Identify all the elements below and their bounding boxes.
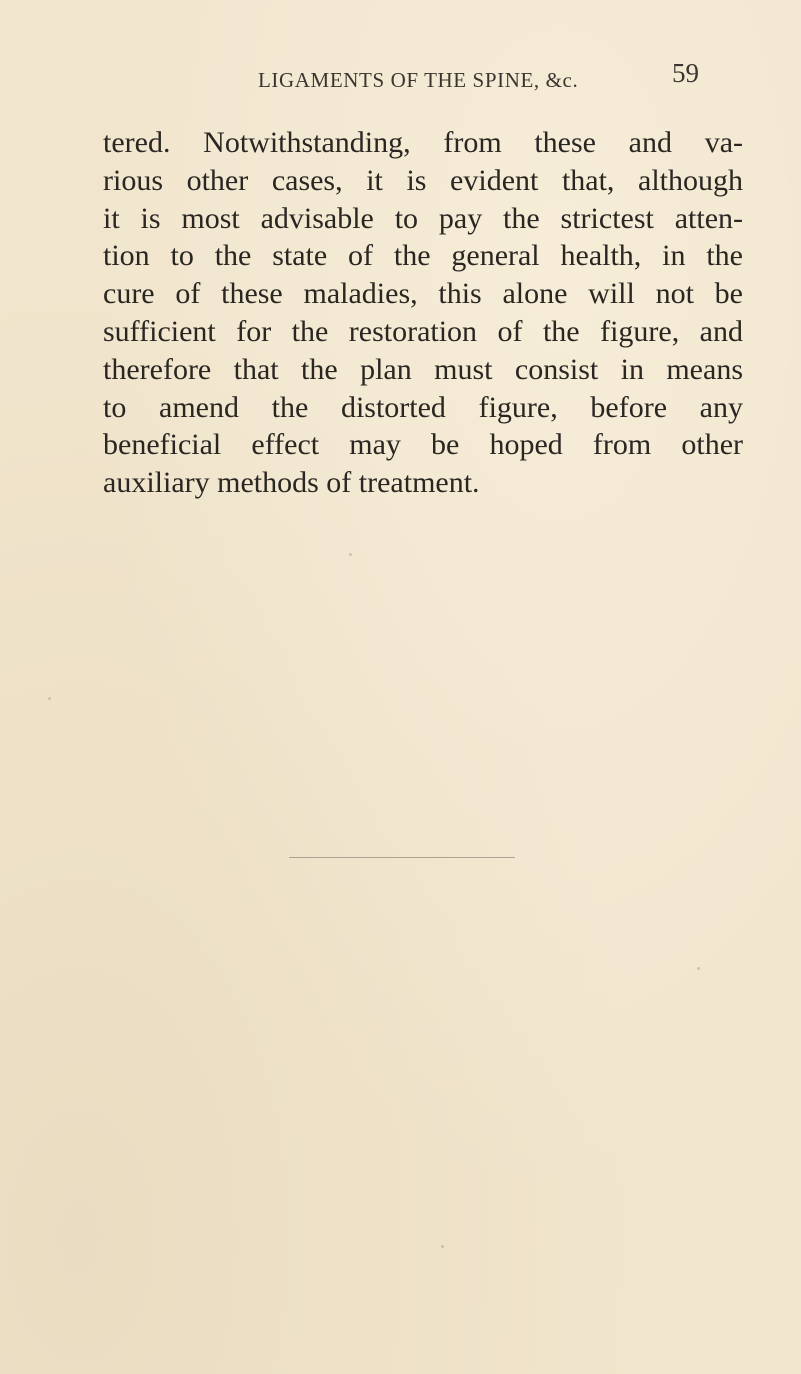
text-line: it is most advisable to pay the strictest atten- bbox=[103, 201, 743, 235]
text-line: cure of these maladies, this alone will not be bbox=[103, 277, 743, 311]
paper-speck bbox=[441, 1245, 444, 1248]
text-line: to amend the distorted figure, before any bbox=[103, 390, 743, 424]
text-line: sufficient for the restoration of the figure, and bbox=[103, 314, 743, 348]
text-line: auxiliary methods of treatment. bbox=[103, 466, 480, 500]
page-number: 59 bbox=[672, 58, 699, 88]
paper-speck bbox=[349, 553, 352, 556]
text-line: tered. Notwithstanding, from these and va- bbox=[103, 126, 743, 159]
section-divider-rule bbox=[289, 857, 515, 858]
text-line: beneficial effect may be hoped from other bbox=[103, 428, 743, 462]
text-line: tion to the state of the general health, in the bbox=[103, 239, 743, 273]
running-head: LIGAMENTS OF THE SPINE, &c. bbox=[258, 68, 579, 92]
paper-speck bbox=[48, 697, 51, 700]
text-line: rious other cases, it is evident that, although bbox=[103, 163, 743, 197]
body-paragraph bbox=[103, 124, 743, 502]
paper-speck bbox=[697, 967, 700, 970]
text-line: therefore that the plan must consist in means bbox=[103, 352, 743, 386]
